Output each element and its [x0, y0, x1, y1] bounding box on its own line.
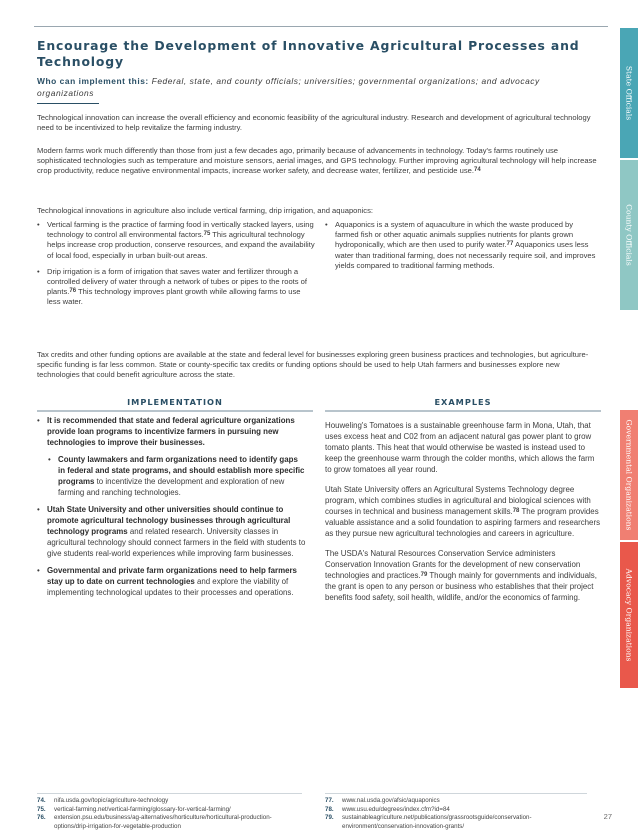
list-item-bold: It is recommended that state and federal agriculture organizations provide loan programs to incentivize farmers in pursuing new technologies to improve their businesses.: [47, 416, 295, 447]
footnote: [325, 814, 587, 831]
tab-label: County Officials: [624, 204, 634, 266]
footnote-ref: 78: [512, 508, 520, 514]
list-item: [48, 454, 307, 498]
footnote-number: 77.: [325, 797, 334, 804]
footnote: [325, 806, 587, 815]
example-text: The program provides valuable assistance and a solid foundation to aspiring farmers and researchers as they pursue new agricultural technologies and careers in agriculture.: [325, 507, 601, 538]
tax-paragraph: Tax credits and other funding options are available at the state and federal level for businesses exploring green business practices and technologies, but agriculture-specific funding is far less common. State or county-specific tax credits or funding options should be used to help Utah farmers and businesses explore new technologies that could benefit agriculture across the state.: [37, 350, 589, 380]
list-item-bold: Governmental and private farm organizations need to help farmers stay up to date on current technologies: [47, 566, 297, 586]
example-usda: [325, 548, 601, 603]
list-item: [37, 565, 307, 598]
bullet-column-right: [325, 220, 597, 277]
example-text: The USDA's Natural Resources Conservation Service administers Conservation Innovation Grants for the development of new conservation technologies and practices.: [325, 549, 581, 580]
implementation-list: [37, 415, 307, 604]
technology-paragraph: [37, 146, 599, 177]
list-item-bold: County lawmakers and farm organizations need to identify gaps in federal and state programs, and should establish more specific programs: [58, 455, 305, 486]
top-divider: [34, 26, 608, 27]
footnote: [325, 797, 587, 806]
page-title: Encourage the Development of Innovative Agricultural Processes and Technology: [37, 38, 580, 69]
technology-paragraph-text: Modern farms work much differently than those from just a few decades ago, primarily because of advancements in technology. Today's farms routinely use sophisticated technologies such as temperature and moisture sensors, aerial images, and GPS technology. Further improving agricultural technology will help increase crop productivity, reduce negative environmental impacts, increase worker safety, and decrease water, fertilizer, and pesticide use.: [37, 146, 597, 176]
example-text: Utah State University offers an Agricultural Systems Technology degree program, which combines studies in agricultural and biological sciences with courses in technical and business management skills.: [325, 485, 591, 516]
example-usu: [325, 484, 601, 539]
list-item: [37, 220, 315, 261]
tab-advocacy-organizations[interactable]: [620, 542, 638, 688]
footnote-ref: 74: [474, 167, 481, 174]
list-item: [325, 220, 597, 271]
footnote-text: www.usu.edu/degrees/index.cfm?id=84: [342, 805, 450, 813]
bullet-column-left: [37, 220, 315, 314]
footnote-text: extension.psu.edu/business/ag-alternatives/horticulture/horticultural-production-options/drip-irrigation-for-vegetable-production: [54, 814, 272, 830]
example-houweling: Houweling's Tomatoes is a sustainable greenhouse farm in Mona, Utah, that uses excess heat and C02 from an adjacent natural gas power plant to grow tomato plants. This heat that would otherwise be wasted is instead used to keep the greenhouse warm through the colder months, which allows the farm to grow tomatoes all year round.: [325, 421, 595, 474]
list-item: [37, 504, 307, 559]
list-item: [37, 415, 307, 448]
innovations-paragraph: Technological innovations in agriculture also include vertical farming, drip irrigation, and aquaponics:: [37, 206, 374, 215]
implementation-heading-rule: [37, 410, 313, 412]
footnote-text: sustainableagriculture.net/publications/grassrootsguide/conservation-environment/conservation-innovation-grants/: [342, 814, 532, 830]
list-item-bold: Utah State University and other universities should continue to promote agricultural technology businesses through agricultural technology programs: [47, 505, 291, 536]
list-item-text: to incentivize the development and exploration of new farming and ranching technologies.: [58, 477, 285, 497]
footnote-number: 74.: [37, 797, 46, 804]
list-item-text: Vertical farming is the practice of farming food in vertically stacked layers, using technology to control all environmental factors.: [47, 220, 314, 240]
example-text: Though mainly for governments and individuals, the grant is open to any person or business who establishes that their project benefits food safety, soil health, wildlife, and/or the economics of farming.: [325, 571, 597, 602]
list-item-text: This technology improves plant growth while allowing farms to use less water.: [47, 287, 301, 307]
tab-label: Governmental Organizations: [624, 419, 634, 531]
list-item-text: and explore the viability of implementing technological updates to their processes and operations.: [47, 577, 294, 597]
audience-text: Federal, state, and county officials; universities; governmental organizations; and advocacy organizations: [37, 76, 540, 98]
footnote-text: nifa.usda.gov/topic/agriculture-technology: [54, 797, 169, 804]
footnote-text: vertical-farming.net/vertical-farming/glossary-for-vertical-farming/: [54, 805, 231, 813]
footnote-ref: 79: [420, 572, 428, 578]
tab-state-officials[interactable]: [620, 28, 638, 158]
implementation-heading: IMPLEMENTATION: [127, 397, 223, 407]
list-item-text: Aquaponics uses less water than traditional farming, does not necessarily require soil, and improves yields compared to traditional farming methods.: [335, 240, 596, 270]
footnote-number: 78.: [325, 805, 334, 813]
intro-paragraph: Technological innovation can increase the overall efficiency and economic feasibility of the agricultural industry. Research and development of agricultural technology need to be incentivized to help revitalize the farming industry.: [37, 113, 591, 133]
footnote-text: www.nal.usda.gov/afsic/aquaponics: [342, 797, 440, 804]
audience-line: [37, 75, 597, 99]
footnote: [37, 797, 302, 806]
footnote: [37, 814, 302, 831]
examples-text: [325, 420, 601, 612]
examples-heading: EXAMPLES: [434, 397, 492, 407]
list-item-text: This agricultural technology helps increase crop production, conserve resources, and expand the availability of local food, especially in urban built-out areas.: [47, 230, 315, 260]
footnote-number: 76.: [37, 814, 46, 822]
footnote-ref: 77: [506, 241, 514, 248]
page-number: 27: [603, 812, 612, 821]
footnote-number: 75.: [37, 805, 46, 813]
tab-governmental-organizations[interactable]: [620, 410, 638, 540]
tab-county-officials[interactable]: [620, 160, 638, 310]
list-item-text: Aquaponics is a system of aquaculture in which the waste produced by farmed fish or other aquatic animals supplies nutrients for plants grown hydroponically, which are then used to purify water.: [335, 220, 574, 250]
audience-label: Who can implement this:: [37, 76, 149, 86]
tab-label: Advocacy Organizations: [624, 568, 634, 662]
list-item-text: Drip irrigation is a form of irrigation that saves water and fertilizer through a controlled delivery of water through a network of tubes or pipes to the roots of plants.: [47, 266, 308, 297]
footnote-ref: 76: [69, 288, 77, 295]
footnote-ref: 75: [203, 231, 211, 238]
audience-divider: [37, 103, 99, 104]
footnote: [37, 806, 302, 815]
examples-heading-rule: [325, 410, 601, 412]
list-item-text: and related research. University classes in agricultural technology should connect farmers in the field with students to give students real-world experiences while improving farm businesses.: [47, 527, 306, 558]
footnotes-right: [325, 793, 587, 831]
footnote-number: 79.: [325, 814, 334, 822]
list-item: [37, 267, 315, 308]
tab-label: State Officials: [624, 65, 634, 121]
footnotes-left: [37, 793, 302, 831]
